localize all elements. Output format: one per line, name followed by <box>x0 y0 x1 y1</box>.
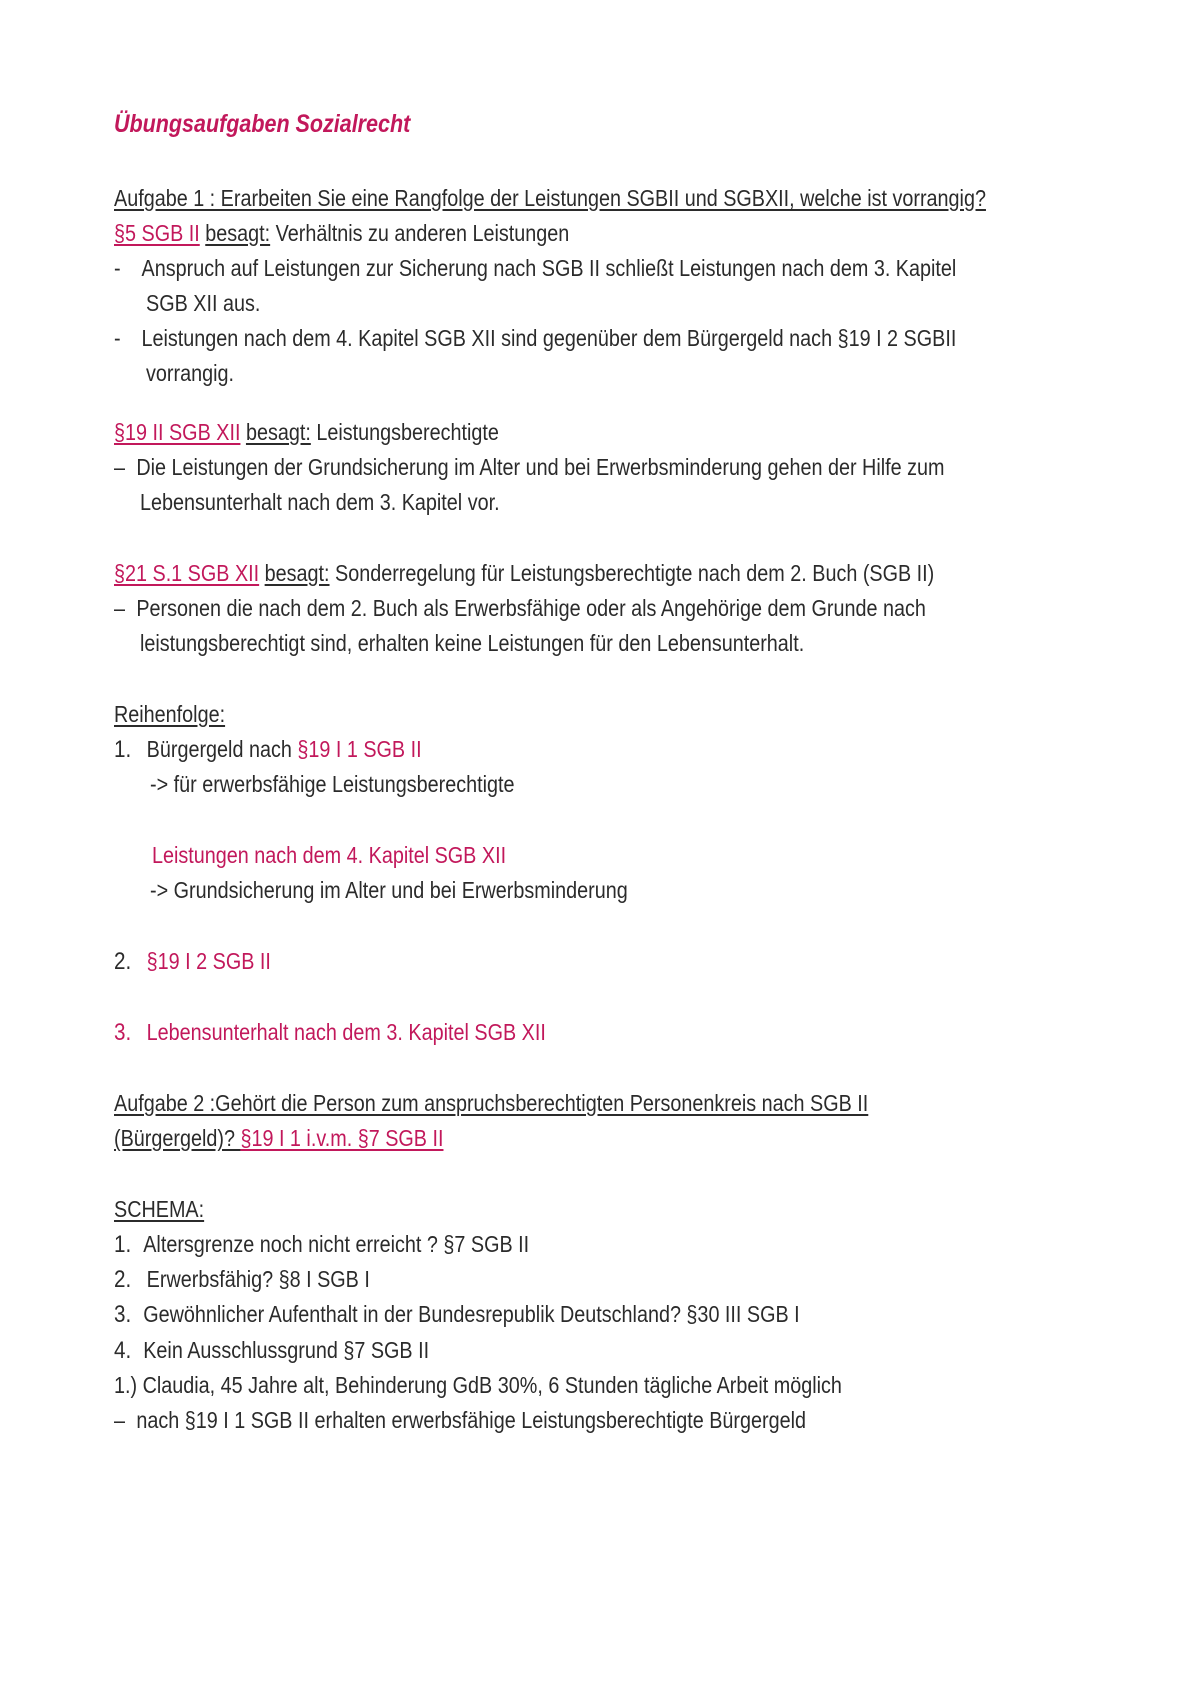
list-item-continuation: Lebensunterhalt nach dem 3. Kapitel vor. <box>140 489 500 515</box>
s21-description: Sonderregelung für Leistungsberechtigte nach dem 2. Buch (SGB II) <box>335 560 935 586</box>
schema-item-text: Altersgrenze noch nicht erreicht ? §7 SGB II <box>143 1231 530 1257</box>
list-item-text: Personen die nach dem 2. Buch als Erwerbsfähige oder als Angehörige dem Grunde nach <box>136 595 926 621</box>
case-1: 1.) Claudia, 45 Jahre alt, Behinderung GdB 30%, 6 Stunden tägliche Arbeit möglich <box>114 1372 842 1398</box>
task2-reference: §19 I 1 i.v.m. §7 SGB II <box>240 1125 444 1151</box>
list-number: 4. <box>114 1337 132 1364</box>
ranking-subline: -> Grundsicherung im Alter und bei Erwerbsminderung <box>150 877 628 903</box>
schema-item <box>114 1265 370 1294</box>
hyphen-bullet: - <box>114 255 121 281</box>
s5-besagt: besagt: <box>205 220 271 246</box>
task2-heading-line2 <box>114 1124 443 1152</box>
list-item <box>114 594 926 622</box>
s21-besagt: besagt: <box>264 560 330 586</box>
list-item-continuation: vorrangig. <box>146 360 234 386</box>
s19-description: Leistungsberechtigte <box>316 419 499 445</box>
list-number: 2. <box>114 948 132 975</box>
task2-heading-text: (Bürgergeld)? <box>114 1125 241 1151</box>
list-number: 2. <box>114 1266 132 1293</box>
list-number: 1. <box>114 1231 132 1258</box>
schema-item <box>114 1336 429 1365</box>
list-number: 3. <box>114 1019 132 1046</box>
s5-line <box>114 219 569 247</box>
s19-reference: §19 II SGB XII <box>114 419 241 445</box>
schema-item-text: Erwerbsfähig? §8 I SGB I <box>146 1266 370 1292</box>
ranking-item-3 <box>114 1018 546 1047</box>
reihenfolge-heading: Reihenfolge: <box>114 701 226 727</box>
schema-heading: SCHEMA: <box>114 1196 205 1222</box>
ranking-text: Lebensunterhalt nach dem 3. Kapitel SGB XII <box>146 1019 546 1045</box>
list-number: 3. <box>114 1301 132 1328</box>
hyphen-bullet: - <box>114 325 121 351</box>
list-item <box>114 453 944 481</box>
ranking-item-2 <box>114 947 271 976</box>
schema-item-text: Gewöhnlicher Aufenthalt in der Bundesrepublik Deutschland? §30 III SGB I <box>143 1301 800 1327</box>
ranking-subline: -> für erwerbsfähige Leistungsberechtigte <box>150 771 515 797</box>
dash-bullet: – <box>114 595 126 621</box>
list-item <box>114 324 956 352</box>
task1-heading: Aufgabe 1 : Erarbeiten Sie eine Rangfolge der Leistungen SGBII und SGBXII, welche ist vorrangig? <box>114 185 986 211</box>
dash-bullet: – <box>114 454 126 480</box>
list-item-text: Anspruch auf Leistungen zur Sicherung nach SGB II schließt Leistungen nach dem 3. Kapitel <box>141 255 957 281</box>
page-title: Übungsaufgaben Sozialrecht <box>114 110 411 138</box>
schema-item <box>114 1230 529 1259</box>
list-item-text: Die Leistungen der Grundsicherung im Alter und bei Erwerbsminderung gehen der Hilfe zum <box>136 454 945 480</box>
list-number: 1. <box>114 736 132 763</box>
ranking-reference: §19 I 2 SGB II <box>146 948 271 974</box>
list-item-continuation: SGB XII aus. <box>146 290 261 316</box>
dash-bullet: – <box>114 1407 126 1433</box>
s5-description: Verhältnis zu anderen Leistungen <box>275 220 570 246</box>
list-item-continuation: leistungsberechtigt sind, erhalten keine Leistungen für den Lebensunterhalt. <box>140 630 805 656</box>
ranking-item-1b: Leistungen nach dem 4. Kapitel SGB XII <box>152 842 507 868</box>
task2-heading: Aufgabe 2 :Gehört die Person zum anspruchsberechtigten Personenkreis nach SGB II <box>114 1090 869 1116</box>
list-item-text: Leistungen nach dem 4. Kapitel SGB XII sind gegenüber dem Bürgergeld nach §19 I 2 SGBII <box>141 325 957 351</box>
s19-line <box>114 418 499 446</box>
list-item-text: nach §19 I 1 SGB II erhalten erwerbsfähige Leistungsberechtigte Bürgergeld <box>136 1407 807 1433</box>
s5-reference: §5 SGB II <box>114 220 200 246</box>
list-item <box>114 254 956 282</box>
ranking-text: Bürgergeld nach <box>146 736 298 762</box>
s21-reference: §21 S.1 SGB XII <box>114 560 260 586</box>
schema-item <box>114 1300 800 1329</box>
ranking-item-1 <box>114 735 422 764</box>
ranking-reference: §19 I 1 SGB II <box>297 736 422 762</box>
list-item <box>114 1406 806 1434</box>
schema-item-text: Kein Ausschlussgrund §7 SGB II <box>143 1337 430 1363</box>
s21-line <box>114 559 934 587</box>
s19-besagt: besagt: <box>245 419 311 445</box>
